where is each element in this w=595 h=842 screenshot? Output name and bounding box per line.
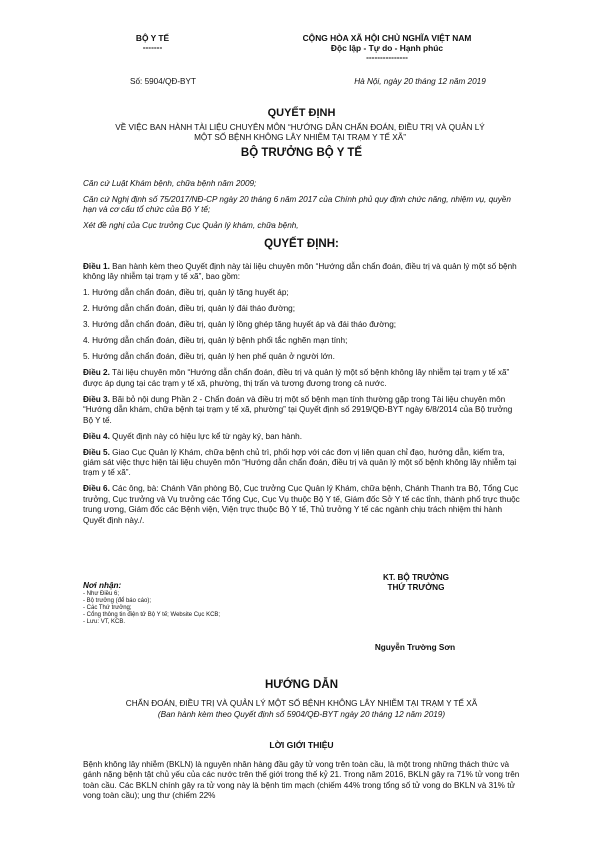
recipient-item: - Lưu: VT, KCB.: [83, 619, 126, 626]
place-and-date: Hà Nội, ngày 20 tháng 12 năm 2019: [354, 77, 486, 86]
signer-name: Nguyễn Trường Sơn: [374, 643, 456, 652]
agency-underline: -------: [142, 42, 163, 53]
guide-issued-with: (Ban hành kèm theo Quyết định số 5904/QĐ-BYT ngày 20 tháng 12 năm 2019): [157, 710, 446, 719]
recipient-item: - Cổng thông tin điện tử Bộ Y tế; Website Cục KCB;: [83, 612, 221, 619]
article-3-text: Bãi bỏ nội dung Phần 2 - Chẩn đoán và điều trị một số bệnh mạn tính thường gặp trong Tài liệu chuyên môn “Hướng dẫn khám, chữa bệnh tại trạm y tế xã, phường” tại Quyết định số 2919/QĐ-BYT ngày 6/8/2014 của Bộ trưởng Bộ Y tế.: [83, 394, 513, 425]
recipient-item: - Như Điều 6;: [83, 591, 120, 597]
intro-heading: LỜI GIỚI THIỆU: [269, 740, 334, 750]
decides-heading: QUYẾT ĐỊNH:: [264, 238, 339, 250]
article-1-label: Điều 1.: [83, 262, 110, 271]
article-2-label: Điều 2.: [83, 368, 110, 378]
basis-law: Căn cứ Luật Khám bệnh, chữa bệnh năm 2009;: [83, 179, 257, 188]
article-5: [83, 448, 520, 479]
motto-underline: ---------------: [366, 52, 408, 62]
recipients-block: [83, 581, 283, 626]
country-name: CỘNG HÒA XÃ HỘI CHỦ NGHĨA VIỆT NAM: [302, 33, 472, 43]
article-1-item: 4. Hướng dẫn chẩn đoán, điều trị, quản lý bệnh phổi tắc nghẽn mạn tính;: [83, 336, 348, 346]
article-2-text: Tài liệu chuyên môn “Hướng dẫn chẩn đoán, điều trị và quản lý một số bệnh không lây nhiễm tại trạm y tế xã” được áp dụng tại các trạm y tế xã, phường, thị trấn và tương đương trong cả nước.: [83, 368, 510, 388]
article-1-item: 3. Hướng dẫn chẩn đoán, điều trị, quản lý lồng ghép tăng huyết áp và đái tháo đường;: [83, 320, 397, 330]
decision-subject-line-1: VỀ VIỆC BAN HÀNH TÀI LIỆU CHUYÊN MÔN “HƯỚNG DẪN CHẨN ĐOÁN, ĐIỀU TRỊ VÀ QUẢN LÝ: [115, 123, 485, 132]
article-3-label: Điều 3.: [83, 394, 110, 404]
guide-title: HƯỚNG DẪN: [264, 679, 338, 691]
intro-paragraph: Bệnh không lây nhiễm (BKLN) là nguyên nhân hàng đầu gây tử vong trên toàn cầu, là một trong những thách thức và gánh nặng bệnh tật chủ yếu của các nước trên thế giới trong thế kỷ 21. Trong năm 2016, BKLN gây ra 71% tử vong trên toàn cầu. Các BKLN chính gây ra tử vong này là bệnh tim mạch (chiếm 44% trong tổng số tử vong do BKLN và 31% tử vong toàn cầu); ung thư (chiếm 22%: [83, 760, 520, 801]
article-2: [83, 368, 520, 389]
legal-basis: [83, 179, 520, 237]
issuing-agency: BỘ Y TẾ: [135, 33, 170, 43]
issuing-authority: BỘ TRƯỞNG BỘ Y TẾ: [240, 147, 363, 159]
decision-subject: [60, 123, 540, 144]
signature-position: THỨ TRƯỞNG: [387, 583, 445, 592]
article-1-item: 2. Hướng dẫn chẩn đoán, điều trị, quản lý đái tháo đường;: [83, 304, 295, 314]
recipients-heading: Nơi nhận:: [83, 581, 122, 590]
article-6-text: Các ông, bà: Chánh Văn phòng Bộ, Cục trưởng Cục Quản lý Khám, chữa bệnh, Chánh Thanh tra Bộ, Tổng Cục trưởng, Cục trưởng và Vụ trưởng các Tổng Cục, Cục Vụ thuộc Bộ Y tế, Giám đốc Sở Y tế các tỉnh, thành phố trực thuộc trung ương, Giám đốc các Bệnh viện, Viện trực thuộc Bộ Y tế, Thủ trưởng Y tế các ngành chịu trách nhiệm thi hành Quyết định này./.: [83, 484, 520, 525]
decision-title: QUYẾT ĐỊNH: [267, 107, 336, 119]
national-header-block: [258, 33, 516, 61]
article-4-text: Quyết định này có hiệu lực kể từ ngày ký, ban hành.: [109, 431, 302, 441]
recipient-item: - Bộ trưởng (để báo cáo);: [83, 598, 151, 605]
article-4: [83, 432, 520, 442]
basis-proposal: Xét đề nghị của Cục trưởng Cục Quản lý khám, chữa bệnh,: [83, 221, 299, 231]
article-6-label: Điều 6.: [83, 484, 110, 494]
document-number: Số: 5904/QĐ-BYT: [130, 77, 196, 86]
article-1-item: 5. Hướng dẫn chẩn đoán, điều trị, quản lý hen phế quản ở người lớn.: [83, 352, 335, 362]
recipient-item: - Các Thứ trưởng;: [83, 605, 132, 612]
article-5-text: Giao Cục Quản lý Khám, chữa bệnh chủ trì, phối hợp với các đơn vị liên quan chỉ đạo, hướng dẫn, kiểm tra, giám sát việc thực hiện tài liệu chuyên môn “Hướng dẫn chẩn đoán, điều trị và quản lý một số bệnh không lây nhiễm tại trạm y tế xã”.: [83, 447, 517, 478]
article-5-label: Điều 5.: [83, 447, 110, 457]
decision-subject-line-2: MỘT SỐ BỆNH KHÔNG LÂY NHIỄM TẠI TRẠM Y TẾ XÃ”: [194, 133, 406, 143]
article-1-text: Ban hành kèm theo Quyết định này tài liệu chuyên môn “Hướng dẫn chẩn đoán, điều trị và quản lý một số bệnh không lây nhiễm tại trạm y tế xã”, bao gồm:: [83, 262, 517, 282]
basis-decree: Căn cứ Nghị định số 75/2017/NĐ-CP ngày 20 tháng 6 năm 2017 của Chính phủ quy định chức năng, nhiệm vụ, quyền hạn và cơ cấu tổ chức của Bộ Y tế;: [83, 195, 511, 215]
article-6: [83, 484, 520, 526]
article-3: [83, 395, 520, 426]
national-motto: Độc lập - Tự do - Hạnh phúc: [330, 43, 444, 53]
article-1: [83, 262, 520, 283]
signature-block: [356, 573, 476, 593]
guide-subtitle: CHẨN ĐOÁN, ĐIỀU TRỊ VÀ QUẢN LÝ MỘT SỐ BỆNH KHÔNG LÂY NHIỄM TẠI TRẠM Y TẾ XÃ: [125, 699, 478, 708]
signature-on-behalf: KT. BỘ TRƯỞNG: [382, 573, 450, 582]
decision-articles: [83, 262, 520, 532]
article-4-label: Điều 4.: [83, 431, 110, 441]
article-1-item: 1. Hướng dẫn chẩn đoán, điều trị, quản lý tăng huyết áp;: [83, 288, 289, 298]
issuing-agency-block: [100, 33, 205, 51]
